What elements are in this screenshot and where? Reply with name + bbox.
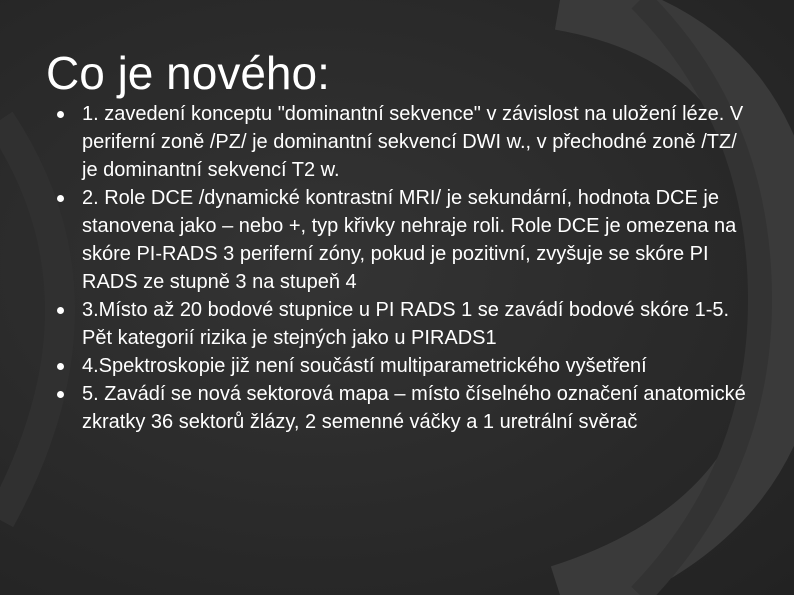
bullet-text-1: 1. zavedení konceptu "dominantní sekvence" v závislost na uložení léze. V periferní zoně /PZ/ je dominantní sekvencí DWI w., v přechodné zoně /TZ/ je dominantní sekvencí T2 w. (82, 103, 744, 181)
bullet-item-3 (57, 296, 757, 352)
bullet-dot-icon (57, 363, 64, 370)
bullet-list (57, 100, 757, 436)
slide-title: Co je nového: (46, 47, 330, 99)
bullet-text-5: 5. Zavádí se nová sektorová mapa – místo číselného označení anatomické zkratky 36 sektorů žlázy, 2 semenné váčky a 1 uretrální svěrač (82, 383, 746, 433)
bullet-item-1 (57, 100, 757, 184)
bullet-dot-icon (57, 111, 64, 118)
bullet-item-4 (57, 352, 757, 380)
bullet-text-3: 3.Místo až 20 bodové stupnice u PI RADS 1 se zavádí bodové skóre 1-5. Pět kategorií rizika je stejných jako u PIRADS1 (82, 299, 730, 349)
bullet-text-2: 2. Role DCE /dynamické kontrastní MRI/ je sekundární, hodnota DCE je stanovena jako – nebo +, typ křivky nehraje roli. Role DCE je omezena na skóre PI-RADS 3 periferní zóny, pokud je pozitivní, zvyšuje se skóre PI RADS ze stupně 3 na stupeň 4 (82, 187, 737, 293)
bullet-item-5 (57, 380, 757, 436)
bullet-item-2 (57, 184, 757, 296)
bullet-text-4: 4.Spektroskopie již není součástí multiparametrického vyšetření (82, 355, 647, 377)
bullet-dot-icon (57, 195, 64, 202)
decor-arc-left (0, 120, 60, 520)
bullet-dot-icon (57, 391, 64, 398)
bullet-dot-icon (57, 307, 64, 314)
